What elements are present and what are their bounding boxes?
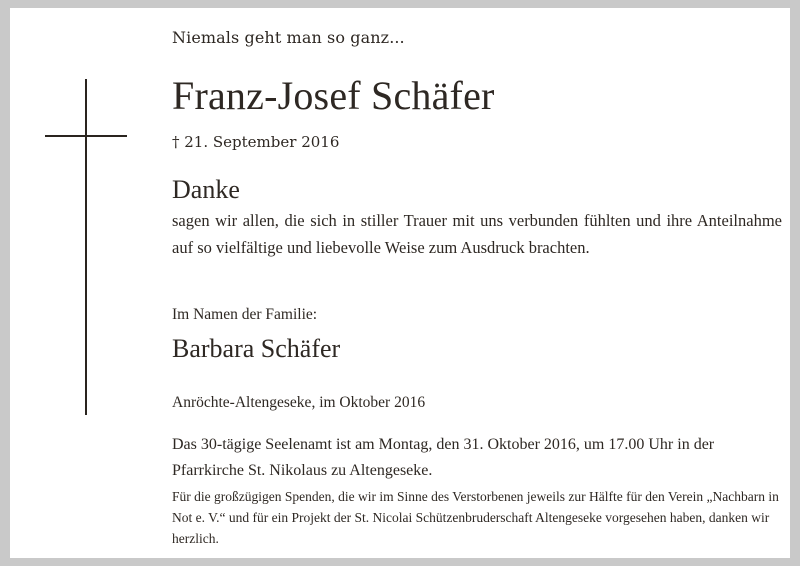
- place-date: Anröchte-Altengeseke, im Oktober 2016: [172, 394, 426, 411]
- cross-horizontal-bar: [45, 135, 127, 137]
- thanks-text: sagen wir allen, die sich in stiller Trauer mit uns verbunden fühlten und ihre Anteilnahme auf so vielfältige und liebevolle Weise zum Ausdruck brachten.: [172, 211, 782, 257]
- donations-info: Für die großzügigen Spenden, die wir im Sinne des Verstorbenen jeweils zur Hälfte für den Verein „Nachbarn in Not e. V.“ und für ein Projekt der St. Nicolai Schützenbruderschaft Altengeseke vorgesehen haben, danken wir herzlich.: [172, 489, 779, 546]
- obituary-notice: [10, 8, 790, 558]
- cross-vertical-bar: [85, 79, 87, 415]
- family-label: Im Namen der Familie:: [172, 306, 318, 323]
- deceased-name: Franz-Josef Schäfer: [172, 73, 495, 118]
- mass-info: Das 30-tägige Seelenamt ist am Montag, den 31. Oktober 2016, um 17.00 Uhr in der Pfarrkirche St. Nikolaus zu Altengeseke.: [172, 436, 715, 479]
- tagline: Niemals geht man so ganz...: [172, 28, 405, 47]
- death-date: † 21. September 2016: [172, 133, 340, 151]
- thanks-heading: Danke: [172, 175, 240, 204]
- signer-name: Barbara Schäfer: [172, 334, 341, 363]
